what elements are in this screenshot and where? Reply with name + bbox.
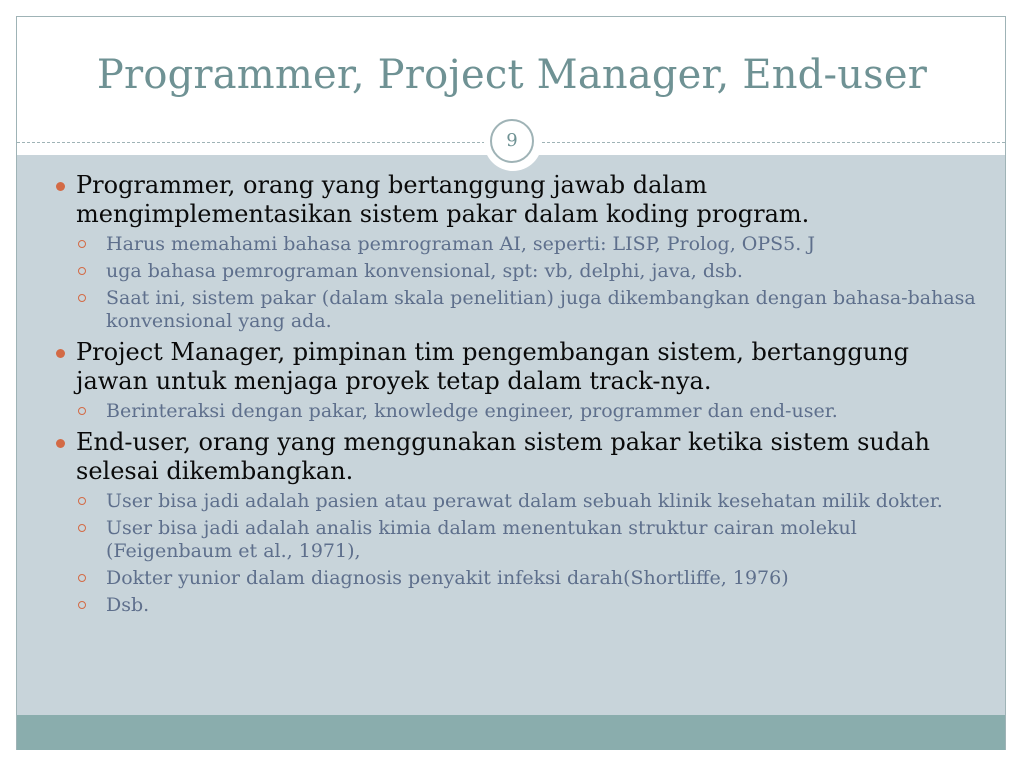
sub-bullet-text: User bisa jadi adalah analis kimia dalam menentukan struktur cairan molekul (Feigenbaum et al., 1971), [106,517,857,562]
slide-title: Programmer, Project Manager, End-user [96,52,928,98]
bullet-text: Project Manager, pimpinan tim pengembangan sistem, bertanggung jawan untuk menjaga proyek tetap dalam track-nya. [76,338,909,395]
sub-bullet-item [46,287,986,333]
bullet-text: End-user, orang yang menggunakan sistem pakar ketika sistem sudah selesai dikembangkan. [76,428,930,485]
hollow-bullet-icon [78,294,86,302]
bullet-item-end-user [46,428,986,486]
hollow-bullet-icon [78,524,86,532]
hollow-bullet-icon [78,574,86,582]
filled-bullet-icon [56,349,65,358]
sub-bullet-item [46,233,986,256]
sub-bullet-text: Dsb. [106,594,150,616]
hollow-bullet-icon [78,601,86,609]
sub-bullet-item [46,567,986,590]
bullet-item-programmer [46,171,986,229]
sub-bullet-text: User bisa jadi adalah pasien atau perawat dalam sebuah klinik kesehatan milik dokter. [106,490,943,512]
slide-number: 9 [490,119,534,163]
sub-bullet-item [46,490,986,513]
footer-band [17,715,1005,750]
hollow-bullet-icon [78,407,86,415]
sub-bullet-item [46,400,986,423]
sub-bullet-text: Saat ini, sistem pakar (dalam skala penelitian) juga dikembangkan dengan bahasa-bahasa konvensional yang ada. [106,287,976,332]
bullet-item-project-manager [46,338,986,396]
bullet-text: Programmer, orang yang bertanggung jawab dalam mengimplementasikan sistem pakar dalam koding program. [76,171,810,228]
sub-bullet-text: Harus memahami bahasa pemrograman AI, seperti: LISP, Prolog, OPS5. J [106,233,815,255]
sub-bullet-item [46,260,986,283]
sub-bullet-text: Dokter yunior dalam diagnosis penyakit infeksi darah(Shortliffe, 1976) [106,567,789,589]
filled-bullet-icon [56,439,65,448]
sub-bullet-text: Berinteraksi dengan pakar, knowledge engineer, programmer dan end-user. [106,400,838,422]
filled-bullet-icon [56,182,65,191]
hollow-bullet-icon [78,267,86,275]
bullet-list [46,171,986,617]
sub-bullet-item [46,517,986,563]
hollow-bullet-icon [78,240,86,248]
sub-bullet-text: uga bahasa pemrograman konvensional, spt: vb, delphi, java, dsb. [106,260,743,282]
sub-bullet-item [46,594,986,617]
hollow-bullet-icon [78,497,86,505]
